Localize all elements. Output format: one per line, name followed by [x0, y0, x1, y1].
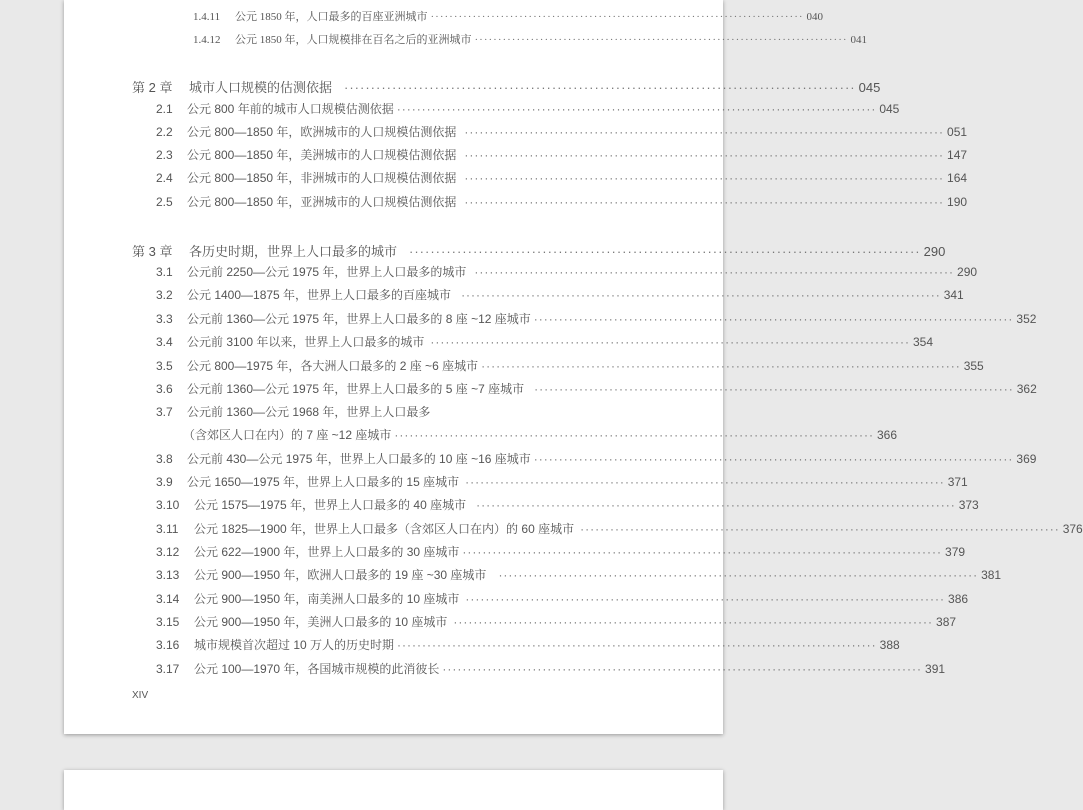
entry-title: 公元 800—1850 年，欧洲城市的人口规模估测依据: [187, 125, 457, 139]
page-number: 045: [879, 102, 900, 116]
entry-title: 公元 800 年前的城市人口规模估测依据: [187, 102, 394, 116]
entry-number: 3.17: [156, 662, 180, 676]
toc-entry-3-13: [156, 566, 1002, 583]
page-number: 190: [947, 195, 968, 209]
entry-title: 公元 800—1975 年，各大洲人口最多的 2 座 ~6 座城市: [187, 359, 479, 373]
toc-entry-2-5: [156, 193, 968, 210]
page-number: 051: [947, 125, 968, 139]
page-number: 362: [1016, 382, 1037, 396]
entry-title: 公元 900—1950 年，欧洲人口最多的 19 座 ~30 座城市: [194, 568, 487, 582]
entry-title: 公元 800—1850 年，非洲城市的人口规模估测依据: [187, 171, 457, 185]
dot-leader: ································································································: [464, 171, 945, 185]
dot-leader: ································································································: [396, 102, 877, 116]
entry-title: 公元 100—1970 年，各国城市规模的此消彼长: [194, 662, 440, 676]
dot-leader: ································································································: [462, 545, 943, 559]
dot-leader: ································································································: [464, 195, 945, 209]
toc-entry-3-2: [156, 286, 964, 303]
entry-title: 公元 900—1950 年，美洲人口最多的 10 座城市: [194, 615, 448, 629]
toc-entry-3-8: [156, 450, 1037, 467]
page-number: 045: [858, 80, 881, 95]
page-number: 040: [806, 11, 824, 23]
entry-title: 公元 1575—1975 年，世界上人口最多的 40 座城市: [194, 498, 467, 512]
page-number: 388: [879, 638, 900, 652]
toc-entry-1-4-12: [193, 31, 868, 47]
entry-title: 公元 1850 年，人口最多的百座亚洲城市: [235, 11, 428, 23]
dot-leader: ································································································: [397, 638, 877, 652]
entry-number: 3.14: [156, 592, 180, 606]
dot-leader: ································································································: [465, 592, 946, 606]
entry-number: 3.8: [156, 452, 173, 466]
entry-number: 3.3: [156, 312, 173, 326]
page-number: 290: [923, 244, 946, 259]
entry-number: 1.4.11: [193, 11, 221, 23]
toc-entry-3-11: [156, 520, 1083, 537]
chapter-number: 第 3 章: [132, 244, 173, 259]
page-number: 164: [947, 171, 968, 185]
toc-entry-3-5: [156, 357, 984, 374]
toc-entry-3-16: [156, 636, 900, 653]
entry-title: 公元前 1360—公元 1975 年，世界上人口最多的 5 座 ~7 座城市: [187, 382, 525, 396]
dot-leader: ································································································: [409, 244, 921, 259]
toc-entry-3-14: [156, 590, 969, 607]
dot-leader: ································································································: [430, 335, 910, 349]
entry-title: 城市规模首次超过 10 万人的历史时期: [194, 638, 395, 652]
dot-leader: ································································································: [481, 359, 961, 373]
dot-leader: ································································································: [533, 452, 1014, 466]
dot-leader: ································································································: [464, 148, 945, 162]
entry-title: 公元前 2250—公元 1975 年，世界上人口最多的城市: [187, 265, 467, 279]
page-number: 041: [850, 34, 868, 46]
page-number: 290: [957, 265, 978, 279]
dot-leader: ································································································: [394, 428, 874, 442]
entry-number: 3.12: [156, 545, 180, 559]
chapter-title: 城市人口规模的估测依据: [189, 80, 333, 95]
entry-number: 1.4.12: [193, 34, 221, 46]
toc-entry-2-1: [156, 100, 900, 117]
dot-leader: ································································································: [461, 288, 941, 302]
toc-entry-3-10: [156, 496, 979, 513]
page-number: 381: [981, 568, 1002, 582]
dot-leader: ································································································: [442, 662, 923, 676]
toc-entry-3-7-continued: [156, 426, 898, 443]
chapter-title: 各历史时期，世界上人口最多的城市: [189, 244, 398, 259]
dot-leader: ································································································: [534, 382, 1014, 396]
entry-title: 公元 1400—1875 年，世界上人口最多的百座城市: [187, 288, 452, 302]
entry-number: 3.15: [156, 615, 180, 629]
dot-leader: ································································································: [533, 312, 1014, 326]
toc-entry-3-17: [156, 660, 946, 677]
chapter-number: 第 2 章: [132, 80, 173, 95]
dot-leader: ································································································: [498, 568, 979, 582]
entry-number: 3.4: [156, 335, 173, 349]
page-number: 391: [925, 662, 946, 676]
dot-leader: ································································································: [465, 475, 945, 489]
dot-leader: ································································································: [474, 265, 955, 279]
entry-number: 3.7: [156, 405, 173, 419]
toc-entry-1-4-11: [193, 8, 824, 24]
entry-title: 公元 1850 年，人口规模排在百名之后的亚洲城市: [235, 34, 472, 46]
entry-title: 公元 900—1950 年，南美洲人口最多的 10 座城市: [194, 592, 460, 606]
dot-leader: ································································································: [476, 498, 956, 512]
page-number: 355: [963, 359, 984, 373]
entry-number: 3.6: [156, 382, 173, 396]
page-number: 371: [947, 475, 968, 489]
dot-leader: ································································································: [453, 615, 934, 629]
entry-title: （含郊区人口在内）的 7 座 ~12 座城市: [183, 428, 392, 442]
toc-entry-3-1: [156, 263, 978, 280]
page-number: 147: [947, 148, 968, 162]
entry-number: 3.2: [156, 288, 173, 302]
chapter-2-heading: [132, 77, 881, 96]
document-page: [64, 0, 1083, 734]
entry-title: 公元前 3100 年以来，世界上人口最多的城市: [187, 335, 425, 349]
toc-entry-3-9: [156, 473, 968, 490]
entry-title: 公元前 1360—公元 1975 年，世界上人口最多的 8 座 ~12 座城市: [187, 312, 531, 326]
page-number: 373: [958, 498, 979, 512]
dot-leader: ································································································: [464, 125, 945, 139]
entry-title: 公元 1650—1975 年，世界上人口最多的 15 座城市: [187, 475, 460, 489]
entry-number: 2.5: [156, 195, 173, 209]
page-number: 366: [877, 428, 898, 442]
toc-entry-2-3: [156, 146, 968, 163]
dot-leader: ················································································: [430, 11, 804, 23]
entry-number: 2.1: [156, 102, 173, 116]
entry-title: 公元 1825—1900 年，世界上人口最多（含郊区人口在内）的 60 座城市: [194, 522, 575, 536]
dot-leader: ································································································: [580, 522, 1060, 536]
page-number: 379: [945, 545, 966, 559]
page-number: 354: [913, 335, 934, 349]
dot-leader: ················································································: [474, 34, 848, 46]
page-number: 376: [1062, 522, 1083, 536]
entry-title: 公元前 430—公元 1975 年，世界上人口最多的 10 座 ~16 座城市: [187, 452, 531, 466]
toc-entry-3-6: [156, 380, 1037, 397]
toc-entry-2-2: [156, 123, 968, 140]
toc-entry-3-7: [156, 403, 622, 420]
entry-number: 3.10: [156, 498, 180, 512]
page-number: 387: [936, 615, 957, 629]
entry-number: 3.16: [156, 638, 180, 652]
entry-number: 3.9: [156, 475, 173, 489]
chapter-3-heading: [132, 241, 946, 260]
entry-number: 3.5: [156, 359, 173, 373]
folio-page-number: XIV: [132, 690, 149, 701]
toc-entry-3-15: [156, 613, 957, 630]
entry-title: 公元 800—1850 年，亚洲城市的人口规模估测依据: [187, 195, 457, 209]
entry-number: 2.3: [156, 148, 173, 162]
dot-leader: ································································································: [344, 80, 856, 95]
toc-entry-3-3: [156, 310, 1037, 327]
entry-title: 公元前 1360—公元 1968 年，世界上人口最多: [187, 405, 431, 419]
page-number: 352: [1016, 312, 1037, 326]
page-number: 341: [943, 288, 964, 302]
toc-entry-3-12: [156, 543, 966, 560]
entry-number: 2.2: [156, 125, 173, 139]
toc-entry-3-4: [156, 333, 934, 350]
entry-number: 3.1: [156, 265, 173, 279]
toc-entry-2-4: [156, 169, 968, 186]
page-number: 369: [1016, 452, 1037, 466]
entry-number: 3.13: [156, 568, 180, 582]
entry-title: 公元 800—1850 年，美洲城市的人口规模估测依据: [187, 148, 457, 162]
entry-number: 2.4: [156, 171, 173, 185]
entry-title: 公元 622—1900 年，世界上人口最多的 30 座城市: [194, 545, 460, 559]
entry-number: 3.11: [156, 522, 179, 536]
next-document-page: [64, 770, 723, 810]
page-number: 386: [948, 592, 969, 606]
